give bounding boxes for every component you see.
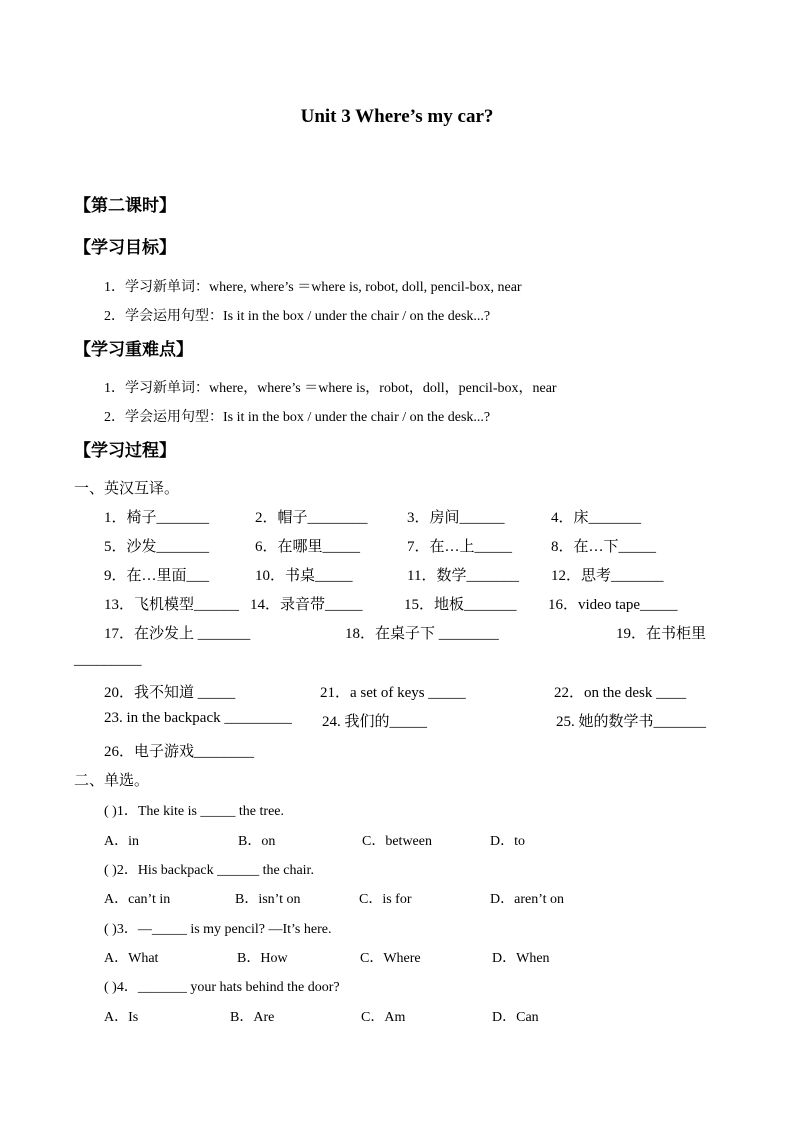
- objective-item: 2．学会运用句型：Is it in the box / under the chair / on the desk...?: [104, 309, 491, 324]
- option: A．Is: [104, 1010, 139, 1025]
- option: C．between: [362, 834, 432, 849]
- option: B．Are: [230, 1010, 275, 1025]
- section-title-choice: 二、单选。: [74, 773, 150, 789]
- translate-item: 17．在沙发上 _______: [104, 626, 251, 642]
- translate-item: 18．在桌子下 ________: [345, 626, 499, 642]
- objective-item: 1．学习新单词：where, where’s ＝where is, robot, doll, pencil-box, near: [104, 280, 522, 295]
- translate-item: 4．床_______: [551, 510, 642, 526]
- option: C．Where: [360, 951, 421, 966]
- translate-item: 8．在…下_____: [551, 539, 657, 555]
- option: B．isn’t on: [235, 892, 301, 907]
- option: A．What: [104, 951, 159, 966]
- option: C．Am: [361, 1010, 406, 1025]
- question-stem: ( )3．—_____ is my pencil? —It’s here.: [104, 922, 332, 937]
- translate-item: 22．on the desk ____: [554, 685, 687, 701]
- translate-item: 21．a set of keys _____: [320, 685, 466, 701]
- option: B．How: [237, 951, 288, 966]
- translate-item-continuation: _________: [74, 652, 142, 668]
- option: C．is for: [359, 892, 412, 907]
- translate-item: 1．椅子_______: [104, 510, 210, 526]
- translate-item: 13．飞机模型______: [104, 597, 240, 613]
- key-points-heading: 【学习重难点】: [74, 340, 193, 359]
- question-stem: ( )4．_______ your hats behind the door?: [104, 980, 340, 995]
- option: A．in: [104, 834, 139, 849]
- translate-item: 23. in the backpack _________: [104, 710, 292, 726]
- translate-item: 2．帽子________: [255, 510, 368, 526]
- key-point-item: 2．学会运用句型：Is it in the box / under the chair / on the desk...?: [104, 410, 491, 425]
- translate-item: 11．数学_______: [407, 568, 519, 584]
- lesson-label: 【第二课时】: [74, 196, 176, 215]
- translate-item: 10．书桌_____: [255, 568, 353, 584]
- option: A．can’t in: [104, 892, 171, 907]
- translate-item: 24. 我们的_____: [322, 714, 428, 730]
- option: D．When: [492, 951, 550, 966]
- translate-item: 16．video tape_____: [548, 597, 678, 613]
- translate-item: 3．房间______: [407, 510, 505, 526]
- translate-item: 20．我不知道 _____: [104, 685, 236, 701]
- translate-item: 15．地板_______: [404, 597, 517, 613]
- question-stem: ( )2．His backpack ______ the chair.: [104, 863, 314, 878]
- translate-item: 14．录音带_____: [250, 597, 363, 613]
- process-heading: 【学习过程】: [74, 441, 176, 460]
- objectives-heading: 【学习目标】: [74, 238, 176, 257]
- translate-item: 12．思考_______: [551, 568, 664, 584]
- translate-item: 6．在哪里_____: [255, 539, 361, 555]
- option: B．on: [238, 834, 276, 849]
- translate-item: 19．在书柜里: [616, 626, 707, 642]
- translate-item: 9．在…里面___: [104, 568, 210, 584]
- option: D．aren’t on: [490, 892, 564, 907]
- section-title-translate: 一、英汉互译。: [74, 481, 180, 497]
- translate-item: 25. 她的数学书_______: [556, 714, 707, 730]
- translate-item: 26．电子游戏________: [104, 744, 255, 760]
- option: D．Can: [492, 1010, 539, 1025]
- question-stem: ( )1．The kite is _____ the tree.: [104, 804, 285, 819]
- page-title: Unit 3 Where’s my car?: [300, 106, 494, 127]
- translate-item: 5．沙发_______: [104, 539, 210, 555]
- key-point-item: 1．学习新单词：where，where’s ＝where is，robot，doll，pencil-box，near: [104, 381, 557, 396]
- option: D．to: [490, 834, 525, 849]
- translate-item: 7．在…上_____: [407, 539, 513, 555]
